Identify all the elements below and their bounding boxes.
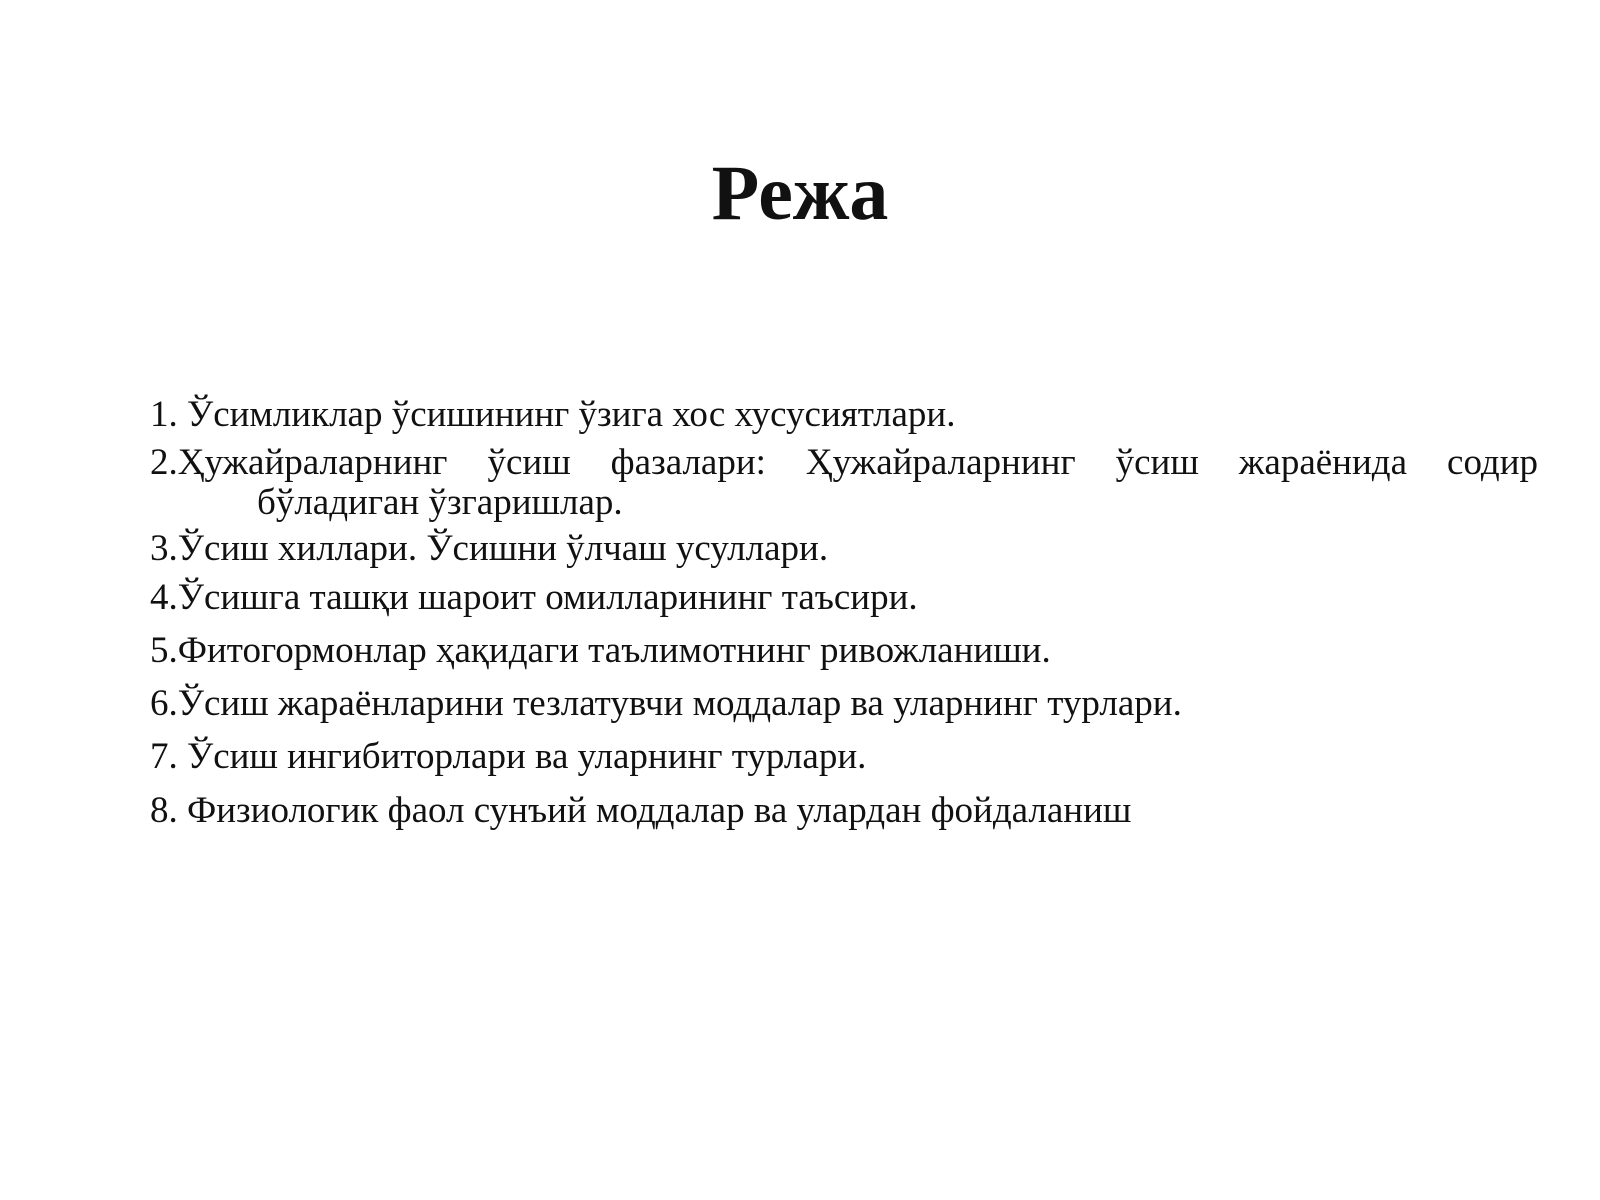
plan-item-7: 7. Ўсиш ингибиторлари ва уларнинг турлари. [150, 736, 867, 777]
plan-item-3: 3.Ўсиш хиллари. Ўсишни ўлчаш усуллари. [150, 528, 829, 569]
plan-list [150, 395, 1538, 831]
plan-item-1: 1. Ўсимликлар ўсишининг ўзига хос хусусиятлари. [150, 394, 956, 435]
plan-item-2-line-2: бўладиган ўзгаришлар. [257, 482, 623, 523]
plan-item-6: 6.Ўсиш жараёнларини тезлатувчи моддалар ва уларнинг турлари. [150, 683, 1182, 724]
plan-item-2 [150, 443, 1538, 523]
plan-item-5: 5.Фитогормонлар ҳақидаги таълимотнинг ривожланиши. [150, 630, 1051, 671]
slide-title: Режа [711, 149, 889, 236]
plan-item-2-line-1: 2.Ҳужайраларнинг ўсиш фазалари: Ҳужайраларнинг ўсиш жараёнида содир [150, 442, 1538, 483]
plan-item-4: 4.Ўсишга ташқи шароит омилларининг таъсири. [150, 577, 918, 618]
plan-item-8: 8. Физиологик фаол сунъий моддалар ва улардан фойдаланиш [150, 790, 1132, 831]
